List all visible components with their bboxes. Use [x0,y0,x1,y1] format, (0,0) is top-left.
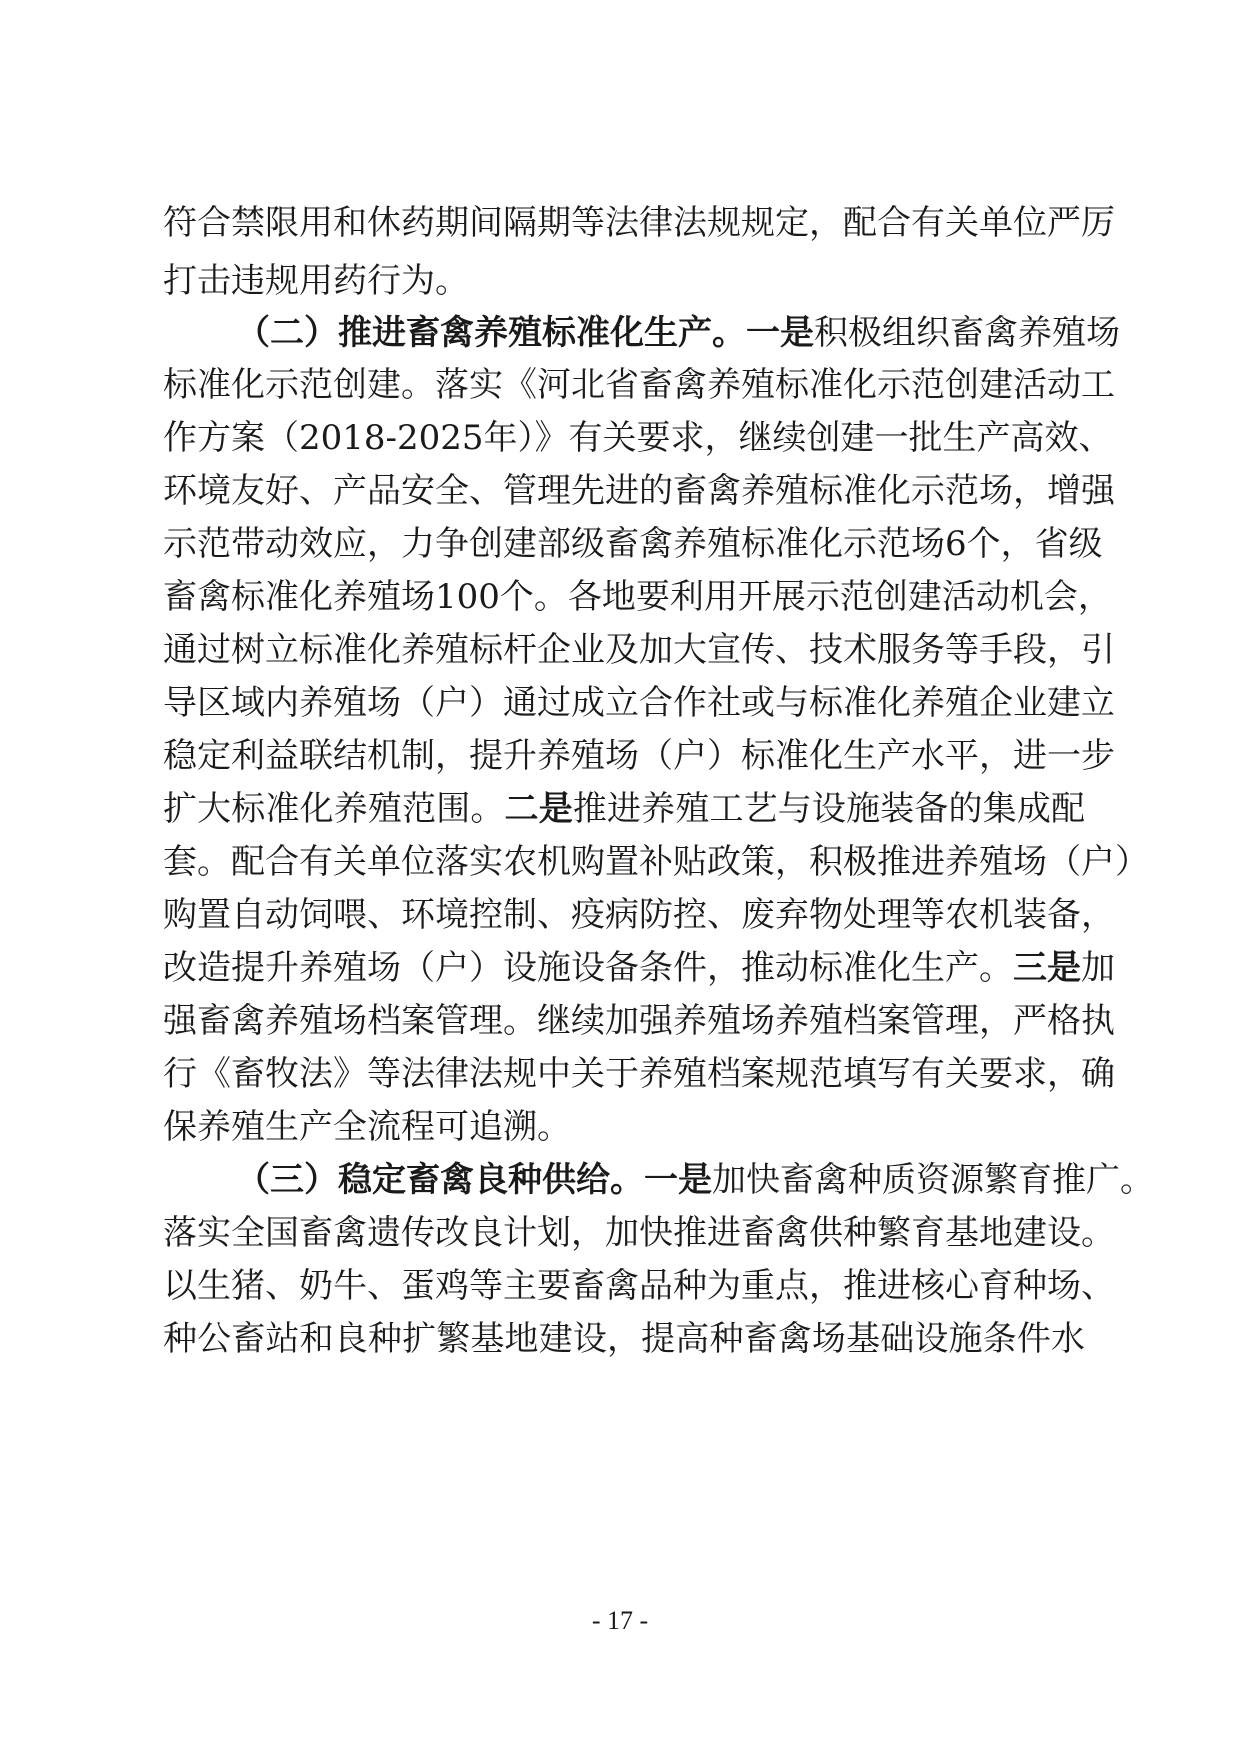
body-line [163,833,1149,891]
line-text: 作方案（2018-2025年）》有关要求，继续创建一批生产高效、 [163,418,1113,458]
line-text: 环境友好、产品安全、管理先进的畜禽养殖标准化示范场，增强 [163,471,1115,511]
line-text: 以生猪、奶牛、蛋鸡等主要畜禽品种为重点，推进核心育种场、 [163,1266,1115,1306]
body-line [163,1310,1085,1368]
line-text: 落实全国畜禽遗传改良计划，加快推进畜禽供种繁育基地建设。 [163,1213,1115,1253]
line-text: 种公畜站和良种扩繁基地建设，提高种畜禽场基础设施条件水 [163,1319,1085,1359]
body-line [163,780,1085,838]
line-text: 加 [1081,948,1115,988]
body-line [163,515,1103,573]
line-text: 积极组织畜禽养殖场 [814,313,1120,353]
line-text: 改造提升养殖场（户）设施设备条件，推动标准化生产。 [163,948,1013,988]
body-line [163,252,1085,310]
body-line [163,356,1115,414]
body-line [163,1204,1115,1262]
body-line [163,194,1115,252]
body-line [163,992,1115,1050]
section-heading: （三）稳定畜禽良种供给。 [236,1160,644,1200]
body-line [163,409,1113,467]
body-line [163,674,1115,732]
line-text: 套。配合有关单位落实农机购置补贴政策，积极推进养殖场（户） [163,842,1149,882]
line-text: 稳定利益联结机制，提升养殖场（户）标准化生产水平，进一步 [163,736,1115,776]
line-text: 强畜禽养殖场档案管理。继续加强养殖场养殖档案管理，严格执 [163,1001,1115,1041]
item-marker: 一是 [746,313,814,353]
body-line [163,1098,1085,1156]
body-line [163,939,1115,997]
line-text: 行《畜牧法》等法律法规中关于养殖档案规范填写有关要求，确 [163,1054,1115,1094]
line-text: 通过树立标准化养殖标杆企业及加大宣传、技术服务等手段，引 [163,630,1115,670]
line-text: 符合禁限用和休药期间隔期等法律法规规定，配合有关单位严厉 [163,203,1115,243]
section-heading: （二）推进畜禽养殖标准化生产。 [236,313,746,353]
body-line [163,1045,1115,1103]
body-line [163,1257,1115,1315]
body-line [163,727,1115,785]
line-text: 加快畜禽种质资源繁育推广。 [712,1160,1154,1200]
line-text: 购置自动饲喂、环境控制、疫病防控、废弃物处理等农机装备， [163,895,1115,935]
section-heading-line [236,1151,1154,1209]
page-number: - 17 - [591,1606,649,1635]
line-text: 导区域内养殖场（户）通过成立合作社或与标准化养殖企业建立 [163,683,1115,723]
line-text: 标准化示范创建。落实《河北省畜禽养殖标准化示范创建活动工 [163,365,1115,405]
line-text: 示范带动效应，力争创建部级畜禽养殖标准化示范场6个，省级 [163,524,1103,564]
item-marker: 二是 [504,789,573,829]
body-line [163,568,1112,626]
body-line [163,886,1115,944]
line-text: 推进养殖工艺与设施装备的集成配 [572,789,1086,829]
body-line [163,462,1115,520]
line-text: 保养殖生产全流程可追溯。 [163,1107,571,1147]
item-marker: 一是 [644,1160,712,1200]
section-heading-line [236,304,1120,362]
item-marker: 三是 [1013,948,1081,988]
body-line [163,621,1115,679]
line-text: 打击违规用药行为。 [163,261,469,301]
line-text: 畜禽标准化养殖场100个。各地要利用开展示范创建活动机会， [163,577,1112,617]
line-text: 扩大标准化养殖范围。 [163,789,505,829]
